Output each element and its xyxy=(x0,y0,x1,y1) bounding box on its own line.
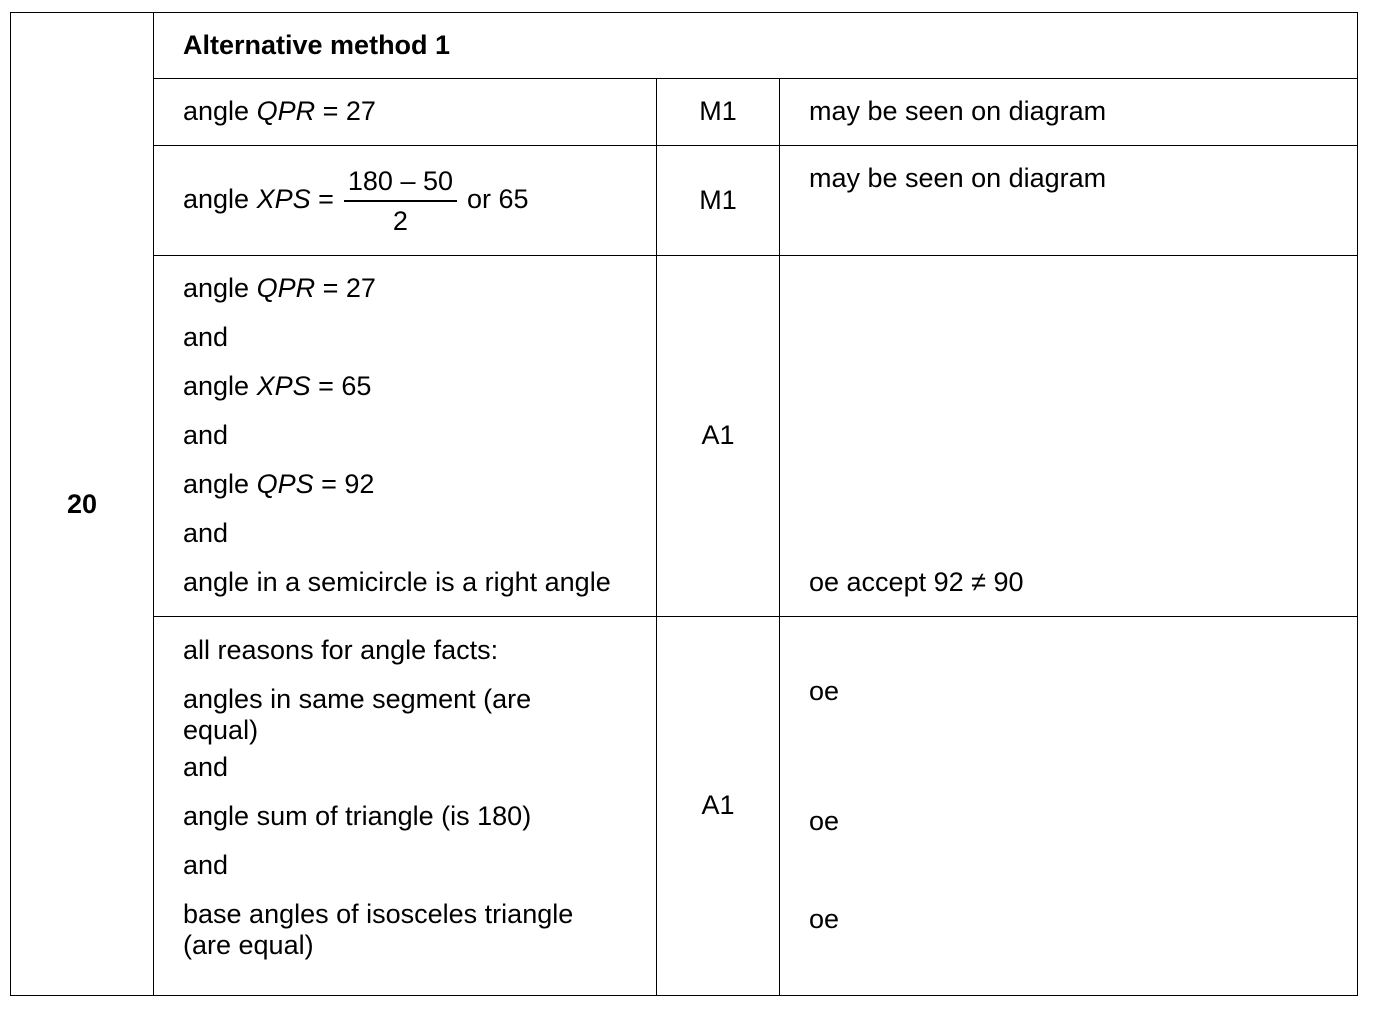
comment-text: oe xyxy=(809,806,840,836)
angle-variable: QPR xyxy=(256,273,316,303)
angle-variable: QPR xyxy=(256,96,316,126)
angle-variable: XPS xyxy=(256,371,311,401)
comment-cell xyxy=(780,79,1358,146)
working-line: and xyxy=(183,322,229,352)
mark-scheme-table xyxy=(10,12,1358,996)
mark-cell xyxy=(657,79,780,146)
working-line: and xyxy=(183,850,229,880)
working-line: and xyxy=(183,752,229,782)
comment-cell xyxy=(780,256,1358,617)
comment-text: may be seen on diagram xyxy=(809,96,1107,126)
comment-text: oe accept 92 ≠ 90 xyxy=(809,567,1024,597)
mark-code: A1 xyxy=(701,790,735,820)
mark-code: M1 xyxy=(699,185,737,215)
alternative-value: or 65 xyxy=(467,183,529,214)
question-number: 20 xyxy=(66,488,98,519)
working-cell xyxy=(154,617,657,996)
fraction-numerator: 180 – 50 xyxy=(344,166,457,202)
mark-cell xyxy=(657,146,780,256)
angle-variable: XPS xyxy=(256,183,311,214)
working-line: base angles of isosceles triangle (are equal) xyxy=(183,899,574,960)
working-line: angle QPS = 92 xyxy=(183,469,375,499)
working-line: angle in a semicircle is a right angle xyxy=(183,567,611,597)
question-number-cell xyxy=(11,13,154,996)
comment-text: oe xyxy=(809,904,840,934)
working-line: angle sum of triangle (is 180) xyxy=(183,801,532,831)
method-heading-row xyxy=(11,13,1358,79)
fraction xyxy=(344,166,457,236)
mark-row-4 xyxy=(11,617,1358,996)
mark-code: A1 xyxy=(701,420,735,450)
working-line: all reasons for angle facts: xyxy=(183,635,499,665)
working-cell xyxy=(154,256,657,617)
working-line: angle XPS = 65 xyxy=(183,371,372,401)
working-line: angle XPS = $\frac{180 - 50}{2}$ or 65 xyxy=(183,165,529,236)
working-line: angle QPR = 27 xyxy=(183,96,376,126)
comment-text: oe xyxy=(809,676,840,706)
mark-row-2 xyxy=(11,146,1358,256)
working-line: angles in same segment (are equal) xyxy=(183,684,532,745)
fraction-denominator: 2 xyxy=(392,205,408,236)
working-cell xyxy=(154,79,657,146)
mark-row-1 xyxy=(11,79,1358,146)
angle-variable: QPS xyxy=(256,469,314,499)
mark-code: M1 xyxy=(699,96,737,126)
comment-cell xyxy=(780,146,1358,256)
working-line: and xyxy=(183,518,229,548)
mark-cell xyxy=(657,256,780,617)
mark-row-3 xyxy=(11,256,1358,617)
mark-cell xyxy=(657,617,780,996)
working-line: and xyxy=(183,420,229,450)
method-heading: Alternative method 1 xyxy=(154,13,1358,79)
working-cell xyxy=(154,146,657,256)
working-line: angle QPR = 27 xyxy=(183,273,376,303)
comment-text: may be seen on diagram xyxy=(809,163,1107,193)
comment-cell xyxy=(780,617,1358,996)
